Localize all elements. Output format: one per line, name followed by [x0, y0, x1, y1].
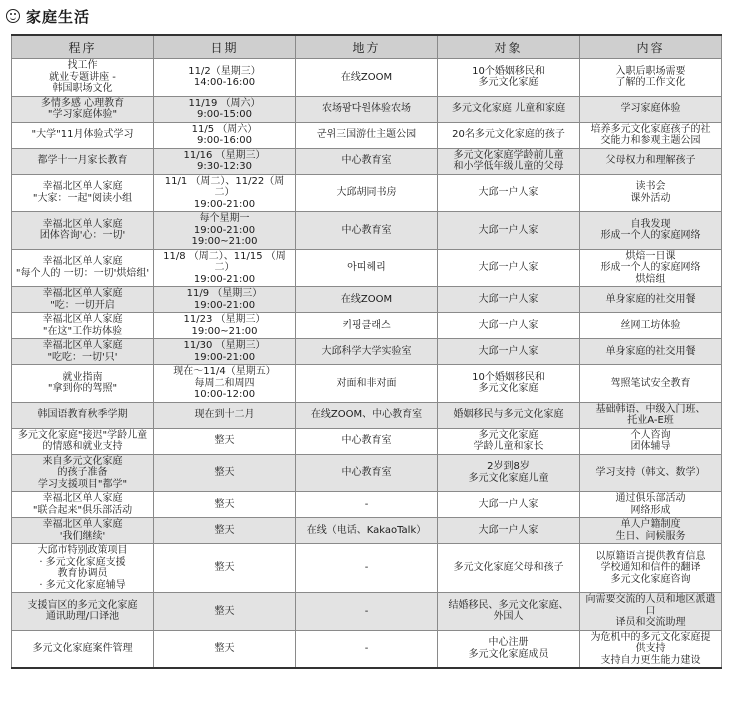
cell-place: 中心教育室	[296, 148, 438, 174]
table-row	[12, 96, 722, 122]
cell-program: 韩国语教育秋季学期	[12, 402, 154, 428]
cell-date: 整天	[154, 518, 296, 544]
table-row	[12, 287, 722, 313]
table-row	[12, 122, 722, 148]
table-row	[12, 148, 722, 174]
cell-place: 在线ZOOM、中心教育室	[296, 402, 438, 428]
cell-program: 大邱市特别政策项目 · 多元文化家庭支援 教育协调员 · 多元文化家庭辅导	[12, 544, 154, 593]
table-row	[12, 428, 722, 454]
cell-place: -	[296, 593, 438, 631]
cell-target: 大邱一户人家	[438, 249, 580, 287]
table-row	[12, 249, 722, 287]
cell-program: 幸福北区单人家庭 "吃：一切开启	[12, 287, 154, 313]
cell-target: 2岁到8岁 多元文化家庭儿童	[438, 454, 580, 492]
cell-date: 整天	[154, 544, 296, 593]
cell-content: 为危机中的多元文化家庭提 供支持 支持自力更生能力建设	[580, 630, 722, 668]
cell-target: 婚姻移民与多元文化家庭	[438, 402, 580, 428]
table-row	[12, 313, 722, 339]
cell-program: 多元文化家庭案件管理	[12, 630, 154, 668]
cell-content: 通过俱乐部活动 网络形成	[580, 492, 722, 518]
table-row	[12, 492, 722, 518]
cell-content: 个人咨询 团体辅导	[580, 428, 722, 454]
table-row	[12, 365, 722, 403]
cell-content: 学习支持（韩文、数学）	[580, 454, 722, 492]
table-row	[12, 630, 722, 668]
cell-target: 10个婚姻移民和 多元文化家庭	[438, 365, 580, 403]
cell-date: 整天	[154, 492, 296, 518]
smiley-icon	[6, 9, 20, 23]
cell-target: 大邱一户人家	[438, 339, 580, 365]
cell-date: 整天	[154, 428, 296, 454]
cell-content: 单人户籍制度 生日、问候服务	[580, 518, 722, 544]
cell-place: 中心教育室	[296, 454, 438, 492]
cell-date: 11/30 （星期三） 19:00-21:00	[154, 339, 296, 365]
header-place: 地方	[296, 35, 438, 59]
header-target: 对象	[438, 35, 580, 59]
cell-program: 就业指南 "拿到你的驾照"	[12, 365, 154, 403]
cell-date: 现在到十二月	[154, 402, 296, 428]
cell-place: 군위三国游仕主题公园	[296, 122, 438, 148]
table-row	[12, 454, 722, 492]
cell-target: 多元文化家庭学龄前儿童 和小学低年级儿童的父母	[438, 148, 580, 174]
table-row	[12, 212, 722, 250]
table-row	[12, 518, 722, 544]
cell-place: -	[296, 544, 438, 593]
cell-place: 中心教育室	[296, 212, 438, 250]
cell-place: 中心教育室	[296, 428, 438, 454]
cell-program: 支援盲区的多元文化家庭 通讯助理/口译池	[12, 593, 154, 631]
section-header	[6, 4, 90, 28]
table-row	[12, 593, 722, 631]
cell-content: 烘焙一日课 形成一个人的家庭网络 烘焙组	[580, 249, 722, 287]
cell-place: 对面和非对面	[296, 365, 438, 403]
cell-place: 大邱胡同书房	[296, 174, 438, 212]
cell-program: 幸福北区单人家庭 "大家：一起"阅读小组	[12, 174, 154, 212]
table-row	[12, 174, 722, 212]
table-header-row	[12, 35, 722, 59]
cell-program: 幸福北区单人家庭 团体咨询'心：一切'	[12, 212, 154, 250]
cell-content: 驾照笔试安全教育	[580, 365, 722, 403]
cell-place: -	[296, 630, 438, 668]
cell-place: -	[296, 492, 438, 518]
cell-place: 农场팜다원体验农场	[296, 96, 438, 122]
cell-content: 以原籍语言提供教育信息 学校通知和信件的翻译 多元文化家庭咨询	[580, 544, 722, 593]
cell-place: 在线ZOOM	[296, 287, 438, 313]
cell-target: 20名多元文化家庭的孩子	[438, 122, 580, 148]
cell-date: 11/1 （周二）、11/22（周二） 19:00-21:00	[154, 174, 296, 212]
cell-date: 每个星期一 19:00-21:00 19:00~21:00	[154, 212, 296, 250]
cell-content: 单身家庭的社交用餐	[580, 287, 722, 313]
table-row	[12, 59, 722, 97]
cell-target: 大邱一户人家	[438, 287, 580, 313]
cell-target: 大邱一户人家	[438, 518, 580, 544]
cell-content: 向需要交流的人员和地区派遣口 译员和交流助理	[580, 593, 722, 631]
cell-date: 11/5 （周六） 9:00-16:00	[154, 122, 296, 148]
cell-program: 幸福北区单人家庭 "在这"工作坊体验	[12, 313, 154, 339]
cell-program: 来自多元文化家庭 的孩子准备 学习支援项目"都学"	[12, 454, 154, 492]
cell-date: 11/19 （周六） 9:00-15:00	[154, 96, 296, 122]
cell-date: 11/16 （星期三） 9:30-12:30	[154, 148, 296, 174]
cell-date: 整天	[154, 630, 296, 668]
cell-date: 整天	[154, 454, 296, 492]
cell-date: 11/2（星期三） 14:00-16:00	[154, 59, 296, 97]
cell-content: 丝网工坊体验	[580, 313, 722, 339]
table-row	[12, 339, 722, 365]
cell-target: 大邱一户人家	[438, 212, 580, 250]
cell-program: 幸福北区单人家庭 '我们继续'	[12, 518, 154, 544]
cell-content: 基础韩语、中级入门班、 托业A-E班	[580, 402, 722, 428]
cell-program: 都学十一月家长教育	[12, 148, 154, 174]
cell-target: 10个婚姻移民和 多元文化家庭	[438, 59, 580, 97]
cell-date: 11/23 （星期三） 19:00~21:00	[154, 313, 296, 339]
cell-program: 多情多感 心理教育 "学习家庭体验"	[12, 96, 154, 122]
cell-program: 幸福北区单人家庭 "每个人的 一切：一切'烘焙组'	[12, 249, 154, 287]
cell-target: 大邱一户人家	[438, 492, 580, 518]
cell-date: 现在～11/4（星期五） 每周二和周四 10:00-12:00	[154, 365, 296, 403]
cell-program: 找工作 就业专题讲座 - 韩国职场文化	[12, 59, 154, 97]
cell-program: 幸福北区单人家庭 "吃吃：一切'只'	[12, 339, 154, 365]
cell-place: 大邱科学大学实验室	[296, 339, 438, 365]
cell-content: 单身家庭的社交用餐	[580, 339, 722, 365]
cell-target: 多元文化家庭 学龄儿童和家长	[438, 428, 580, 454]
cell-content: 自我发现 形成一个人的家庭网络	[580, 212, 722, 250]
header-program: 程序	[12, 35, 154, 59]
cell-date: 11/9 （星期三） 19:00-21:00	[154, 287, 296, 313]
header-content: 内容	[580, 35, 722, 59]
table-row	[12, 544, 722, 593]
cell-content: 培养多元文化家庭孩子的社 交能力和参观主题公园	[580, 122, 722, 148]
cell-target: 多元文化家庭 儿童和家庭	[438, 96, 580, 122]
cell-content: 入职后职场需要 了解的工作文化	[580, 59, 722, 97]
page-title: 家庭生活	[26, 7, 91, 26]
cell-target: 大邱一户人家	[438, 313, 580, 339]
cell-target: 结婚移民、多元文化家庭、 外国人	[438, 593, 580, 631]
program-table	[11, 34, 722, 669]
header-date: 日期	[154, 35, 296, 59]
cell-target: 中心注册 多元文化家庭成员	[438, 630, 580, 668]
table-row	[12, 402, 722, 428]
cell-target: 多元文化家庭父母和孩子	[438, 544, 580, 593]
cell-program: 多元文化家庭"接迟"学龄儿童 的情感和就业支持	[12, 428, 154, 454]
cell-date: 11/8 （周二）、11/15 （周二） 19:00-21:00	[154, 249, 296, 287]
cell-content: 读书会 课外活动	[580, 174, 722, 212]
cell-target: 大邱一户人家	[438, 174, 580, 212]
cell-date: 整天	[154, 593, 296, 631]
cell-place: 키핑클래스	[296, 313, 438, 339]
cell-place: 在线ZOOM	[296, 59, 438, 97]
cell-place: 在线（电话、KakaoTalk）	[296, 518, 438, 544]
cell-program: 幸福北区单人家庭 "联合起来"俱乐部活动	[12, 492, 154, 518]
cell-place: 아띠헤리	[296, 249, 438, 287]
cell-content: 学习家庭体验	[580, 96, 722, 122]
cell-program: "大学"11月体验式学习	[12, 122, 154, 148]
cell-content: 父母权力和理解孩子	[580, 148, 722, 174]
